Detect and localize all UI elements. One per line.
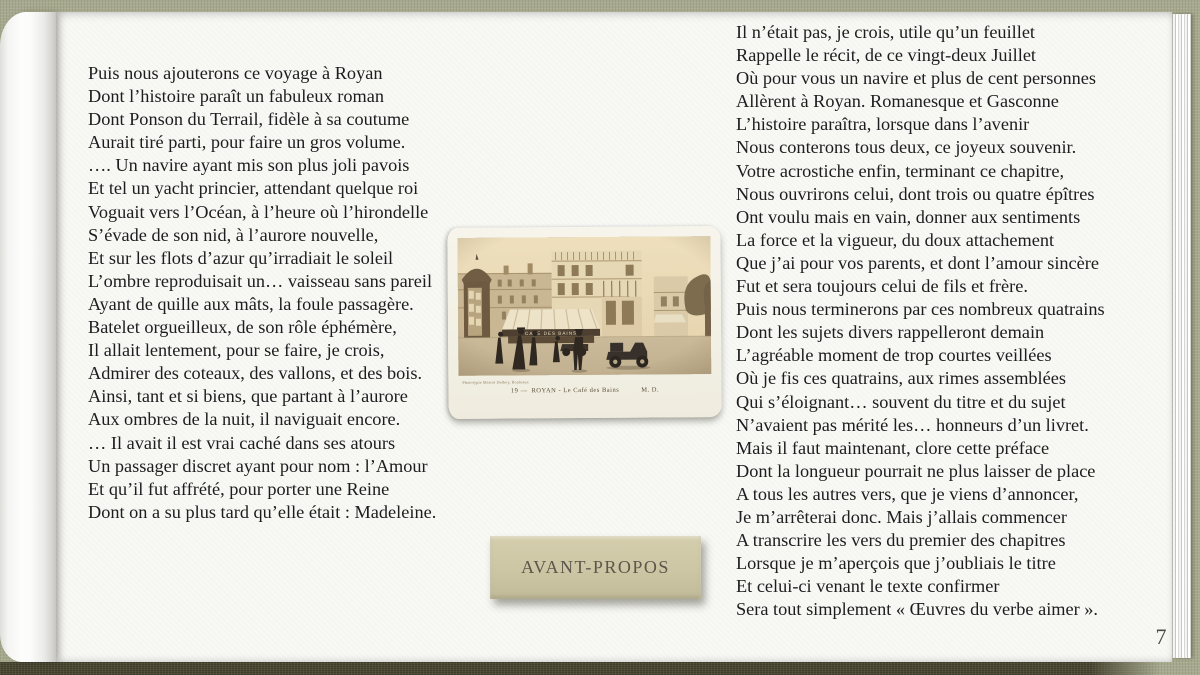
poem-line: Il n’était pas, je crois, utile qu’un feuillet xyxy=(736,22,1036,42)
poem-line: Où pour vous un navire et plus de cent personnes xyxy=(736,68,1096,89)
poem-line: Il allait lentement, pour se faire, je crois, xyxy=(88,340,385,361)
poem-line: Dont Ponson du Terrail, fidèle à sa coutume xyxy=(88,109,410,130)
poem-line: Fut et sera toujours celui de fils et frère. xyxy=(736,276,1028,297)
poem-line: Admirer des coteaux, des vallons, et des bois. xyxy=(88,363,423,384)
poem-line: Que j’ai pour vos parents, et dont l’amour sincère xyxy=(736,252,1099,273)
poem-line: Lorsque je m’aperçois que j’oubliais le titre xyxy=(736,553,1056,574)
poem-line: Batelet orgueilleux, de son rôle éphémère, xyxy=(88,317,397,338)
poem-line: Sera tout simplement « Œuvres du verbe aimer ». xyxy=(736,599,1098,620)
poem-line: Voguait vers l’Océan, à l’heure où l’hirondelle xyxy=(88,201,429,222)
poem-line: Où je fis ces quatrains, aux rimes assemblées xyxy=(736,368,1066,389)
poem-line: Aurait tiré parti, pour faire un gros volume. xyxy=(88,132,406,153)
poem-line: Ont voulu mais en vain, donner aux sentiments xyxy=(736,206,1081,227)
poem-line: Dont les sujets divers rappelleront demain xyxy=(736,322,1045,343)
poem-column-left xyxy=(88,62,508,524)
poem-line: L’histoire paraîtra, lorsque dans l’avenir xyxy=(736,114,1030,135)
poem-line: Et sur les flots d’azur qu’irradiait le soleil xyxy=(88,247,394,268)
poem-line: La force et la vigueur, du doux attachement xyxy=(736,229,1055,250)
poem-line: Je m’arrêterai donc. Mais j’allais commencer xyxy=(736,506,1067,527)
poem-line: L’ombre reproduisait un… vaisseau sans pareil xyxy=(88,270,433,291)
poem-line: Et tel un yacht princier, attendant quelque roi xyxy=(88,178,419,199)
poem-line: Dont on a su plus tard qu’elle était : Madeleine. xyxy=(88,501,437,522)
postcard-imprint: Phototypie Marcel Delboy, Bordeaux xyxy=(462,379,529,385)
poem-line: L’agréable moment de trop courtes veillées xyxy=(736,345,1052,366)
poem-line: Nous conterons tous deux, ce joyeux souvenir. xyxy=(736,137,1077,158)
poem-column-right xyxy=(736,21,1176,621)
poem-line: …. Un navire ayant mis son plus joli pavois xyxy=(88,155,410,176)
poem-line: Nous ouvrirons celui, dont trois ou quatre épîtres xyxy=(736,183,1095,204)
poem-line: Dont l’histoire paraît un fabuleux roman xyxy=(88,86,384,107)
section-plaque-label: AVANT-PROPOS xyxy=(521,557,670,577)
page-number: 7 xyxy=(1155,624,1167,649)
poem-line: Dont la longueur pourrait ne plus laisser de place xyxy=(736,460,1096,481)
poem-line: Puis nous terminerons par ces nombreux quatrains xyxy=(736,299,1105,320)
poem-line: Ainsi, tant et si biens, que partant à l’aurore xyxy=(88,386,408,407)
postcard-caption-initials: M. D. xyxy=(641,386,660,394)
poem-line: Mais il faut maintenant, clore cette préface xyxy=(736,437,1050,458)
poem-line: A tous les autres vers, que je viens d’annoncer, xyxy=(736,483,1079,504)
book-cover-bottom-edge xyxy=(0,662,1160,675)
poem-line: Un passager discret ayant pour nom : l’Amour xyxy=(88,455,428,476)
poem-line: Et celui-ci venant le texte confirmer xyxy=(736,576,1000,597)
poem-line: Qui s’éloignant… souvent du titre et du sujet xyxy=(736,391,1066,412)
poem-line: Aux ombres de la nuit, il naviguait encore. xyxy=(88,409,401,430)
postcard-image[interactable] xyxy=(447,226,721,419)
poem-line: A transcrire les vers du premier des chapitres xyxy=(736,530,1066,551)
poem-line: … Il avait il est vrai caché dans ses atours xyxy=(88,432,396,453)
poem-line: S’évade de son nid, à l’aurore nouvelle, xyxy=(88,224,379,245)
poem-line: Puis nous ajouterons ce voyage à Royan xyxy=(88,63,383,83)
poem-line: N’avaient pas mérité les… honneurs d’un livret. xyxy=(736,414,1089,435)
postcard-caption xyxy=(448,386,721,395)
postcard-photo-scene xyxy=(457,236,711,376)
poem-line: Et qu’il fut affrété, pour porter une Reine xyxy=(88,478,390,499)
section-plaque xyxy=(490,536,701,599)
poem-line: Allèrent à Royan. Romanesque et Gasconne xyxy=(736,91,1059,112)
poem-line: Ayant de quille aux mâts, la foule passagère. xyxy=(88,293,414,314)
page-curl-left[interactable] xyxy=(0,12,56,662)
poem-line: Rappelle le récit, de ce vingt-deux Juillet xyxy=(736,45,1037,66)
postcard-caption-title: ROYAN - Le Café des Bains xyxy=(531,386,620,395)
poem-line: Votre acrostiche enfin, terminant ce chapitre, xyxy=(736,160,1065,181)
postcard-caption-number: 19 — xyxy=(510,387,528,395)
postcard-photo xyxy=(457,236,711,376)
